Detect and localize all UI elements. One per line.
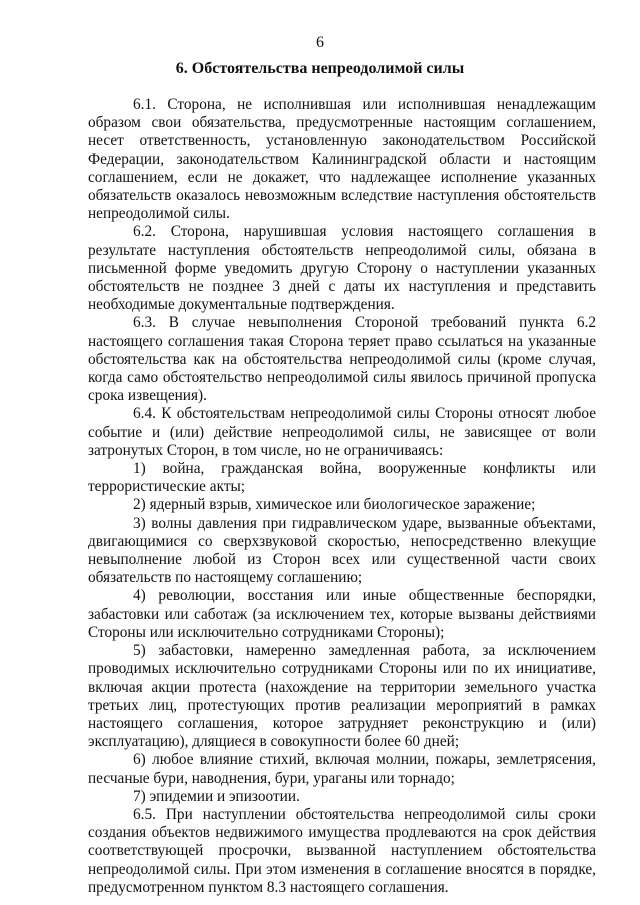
list-item-5: 5) забастовки, намеренно замедленная работа, за исключением проводимых исключительно сотрудниками Стороны или по их инициативе, включая акции протеста (нахождение на территории земельного участка третьих лиц, протестующих против реализации мероприятий в рамках настоящего соглашения, которое затрудняет реконструкцию и (или) эксплуатацию), длящиеся в совокупности более 60 дней;: [88, 642, 596, 751]
paragraph-6-2: 6.2. Сторона, нарушившая условия настоящего соглашения в результате наступления обстоятельств непреодолимой силы, обязана в письменной форме уведомить другую Сторону о наступлении указанных обстоятельств не позднее 3 дней с даты их наступления и представить необходимые документальные подтверждения.: [88, 223, 596, 314]
list-item-4: 4) революции, восстания или иные общественные беспорядки, забастовки или саботаж (за исключением тех, которые вызваны действиями Стороны или исключительно сотрудниками Стороны);: [88, 587, 596, 641]
page-number: 6: [316, 34, 324, 51]
paragraph-6-4: 6.4. К обстоятельствам непреодолимой силы Стороны относят любое событие и (или) действие непреодолимой силы, не зависящее от воли затронутых Сторон, в том числе, но не ограничиваясь:: [88, 405, 596, 459]
list-item-7: 7) эпидемии и эпизоотии.: [133, 787, 300, 805]
list-item-6: 6) любое влияние стихий, включая молнии, пожары, землетрясения, песчаные бури, наводнения, бури, ураганы или торнадо;: [88, 751, 596, 787]
list-item-2: 2) ядерный взрыв, химическое или биологическое заражение;: [133, 496, 536, 514]
list-item-3: 3) волны давления при гидравлическом ударе, вызванные объектами, двигающимися со сверхзвуковой скоростью, непосредственно влекущие невыполнение любой из Сторон всех или существенной части своих обязательств по настоящему соглашению;: [88, 514, 596, 587]
paragraph-6-3: 6.3. В случае невыполнения Стороной требований пункта 6.2 настоящего соглашения такая Сторона теряет право ссылаться на указанные обстоятельства как на обстоятельства непреодолимой силы (кроме случая, когда само обстоятельство непреодолимой силы явилось причиной пропуска срока извещения).: [88, 314, 596, 405]
list-item-1: 1) война, гражданская война, вооруженные конфликты или террористические акты;: [88, 460, 596, 496]
document-body: [88, 96, 596, 897]
paragraph-6-1: 6.1. Сторона, не исполнившая или исполнившая ненадлежащим образом свои обязательства, предусмотренные настоящим соглашением, несет ответственность, установленную законодательством Российской Федерации, законодательством Калининградской области и настоящим соглашением, если не докажет, что надлежащее исполнение указанных обязательств оказалось невозможным вследствие наступления обстоятельств непреодолимой силы.: [88, 96, 596, 223]
section-title: 6. Обстоятельства непреодолимой силы: [175, 60, 465, 77]
paragraph-6-5: 6.5. При наступлении обстоятельства непреодолимой силы сроки создания объектов недвижимого имущества продлеваются на срок действия соответствующей просрочки, вызванной наступлением обстоятельства непреодолимой силы. При этом изменения в соглашение вносятся в порядке, предусмотренном пунктом 8.3 настоящего соглашения.: [88, 805, 596, 896]
